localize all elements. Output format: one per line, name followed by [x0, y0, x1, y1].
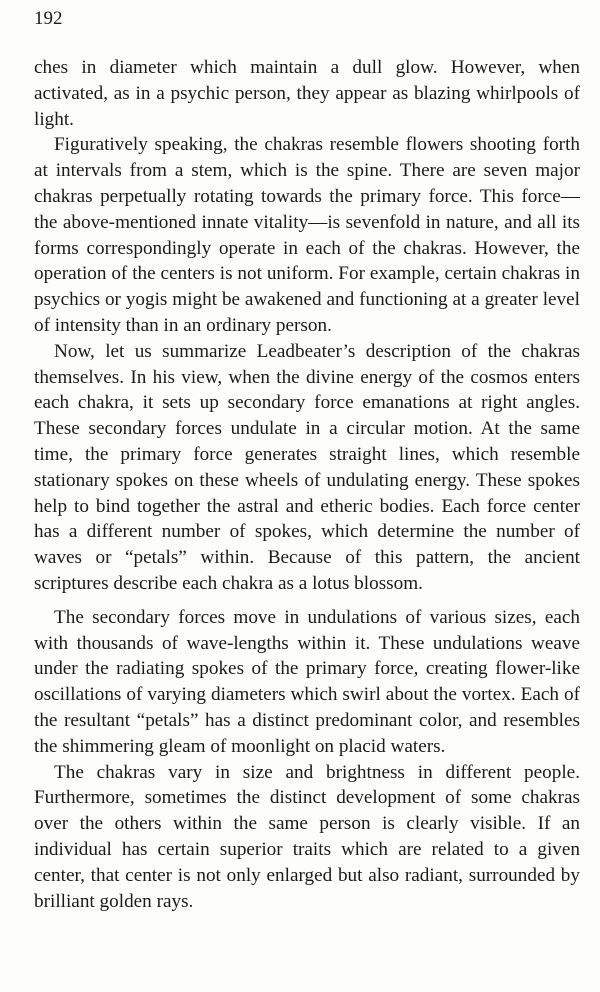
paragraph-3: Now, let us summarize Leadbeater’s description of the chakras themselves. In his view, when the divine energy of the cosmos enters each chakra, it sets up secondary force emanations at right angles. These secondary forces undulate in a circular motion. At the same time, the primary force generates straight lines, which resemble stationary spokes on these wheels of undulating energy. These spokes help to bind together the astral and etheric bodies. Each force center has a different number of spokes, which determine the number of waves or “petals” within. Because of this pattern, the ancient scriptures describe each chakra as a lotus blossom. — [34, 340, 580, 594]
body-text — [34, 55, 580, 914]
paragraph-4: The secondary forces move in undulations of various sizes, each with thousands of wave-lengths within it. These undulations weave under the radiating spokes of the primary force, creating flower-like oscillations of varying diameters which swirl about the vortex. Each of the resultant “petals” has a distinct predominant color, and resembles the shimmering gleam of moonlight on placid waters. — [34, 606, 580, 757]
paragraph-2: Figuratively speaking, the chakras resemble flowers shooting forth at intervals from a stem, which is the spine. There are seven major chakras perpetually rotating towards the primary force. This force—the above-mentioned innate vitality—is sevenfold in nature, and all its forms correspondingly operate in each of the chakras. However, the operation of the centers is not uniform. For example, certain chakras in psychics or yogis might be awakened and functioning at a greater level of intensity than in an ordinary person. — [34, 134, 580, 336]
paragraph-5: The chakras vary in size and brightness in different people. Furthermore, sometimes the distinct development of some chakras over the others within the same person is clearly visible. If an individual has certain superior traits which are related to a given center, that center is not only enlarged but also radiant, surrounded by brilliant golden rays. — [34, 761, 580, 912]
paragraph-1: ches in diameter which maintain a dull glow. However, when activated, as in a psychic person, they appear as blazing whirlpools of light. — [34, 57, 580, 130]
page-number: 192 — [34, 8, 63, 29]
